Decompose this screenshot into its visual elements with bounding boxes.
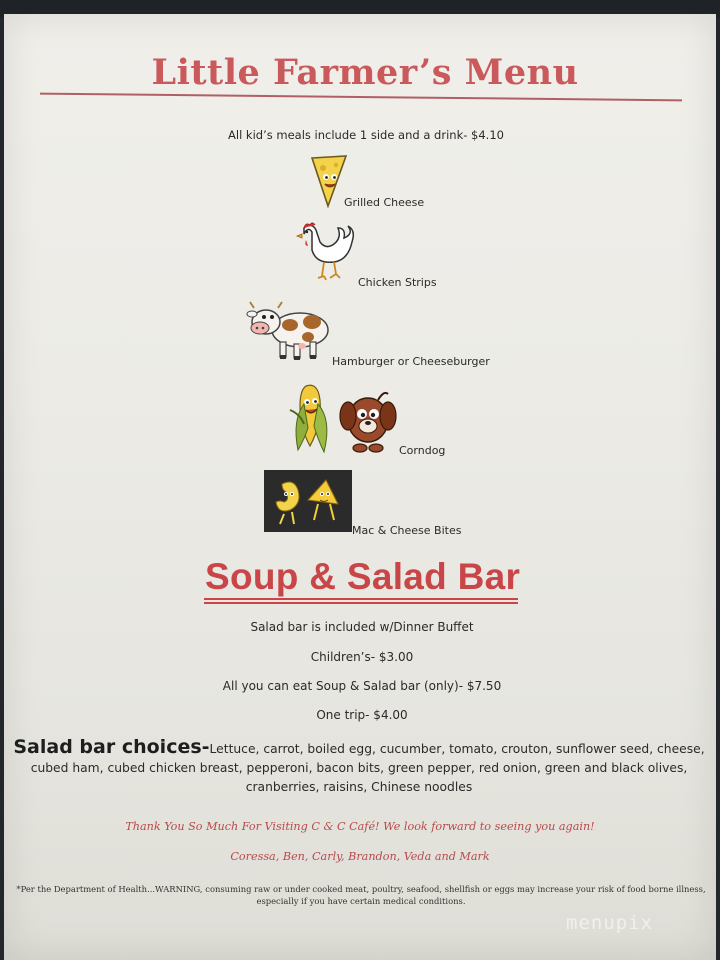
corn-icon xyxy=(284,380,336,454)
soup-salad-underline-2 xyxy=(204,602,518,604)
salad-bar-included: Salad bar is included w/Dinner Buffet xyxy=(250,620,474,634)
menupix-watermark: menupix xyxy=(566,912,654,934)
children-price: Children’s- $3.00 xyxy=(310,650,414,664)
chicken-icon xyxy=(294,220,360,284)
soup-salad-title: Soup & Salad Bar xyxy=(205,556,521,597)
one-trip-price: One trip- $4.00 xyxy=(316,708,408,722)
menu-title: Little Farmer’s Menu xyxy=(151,52,579,93)
mac-and-cheese-icon xyxy=(264,470,352,532)
thank-you-note: Thank You So Much For Visiting C & C Café! We look forward to seeing you again! xyxy=(125,820,595,833)
menu-page xyxy=(4,14,716,960)
kids-item-grilled-cheese: Grilled Cheese xyxy=(344,196,425,209)
kids-item-hamburger: Hamburger or Cheeseburger xyxy=(332,355,490,368)
soup-salad-underline xyxy=(204,598,518,600)
kids-item-corndog: Corndog xyxy=(399,444,446,457)
health-warning: *Per the Department of Health...WARNING, consuming raw or under cooked meat, poultry, seafood, shellfish or eggs may increase your risk of food borne illness, especially if you have certain medical conditions. xyxy=(16,884,706,906)
kids-item-mac-cheese-bites: Mac & Cheese Bites xyxy=(352,524,462,537)
all-you-can-eat-price: All you can eat Soup & Salad bar (only)- $7.50 xyxy=(222,679,502,693)
kids-meal-intro: All kid’s meals include 1 side and a drink- $4.10 xyxy=(228,128,504,142)
salad-bar-choices-heading: Salad bar choices- xyxy=(13,736,210,758)
owner-names: Coressa, Ben, Carly, Brandon, Veda and Mark xyxy=(230,850,490,863)
dog-icon xyxy=(338,386,400,454)
cow-icon xyxy=(244,300,332,362)
salad-bar-choices xyxy=(12,738,706,797)
kids-item-chicken-strips: Chicken Strips xyxy=(358,276,437,289)
salad-bar-choices-list: Lettuce, carrot, boiled egg, cucumber, tomato, crouton, sunflower seed, cheese, cubed ham, cubed chicken breast, pepperoni, bacon bits, green pepper, red onion, green and black olives, cranberries, raisins, Chinese noodles xyxy=(30,742,705,794)
